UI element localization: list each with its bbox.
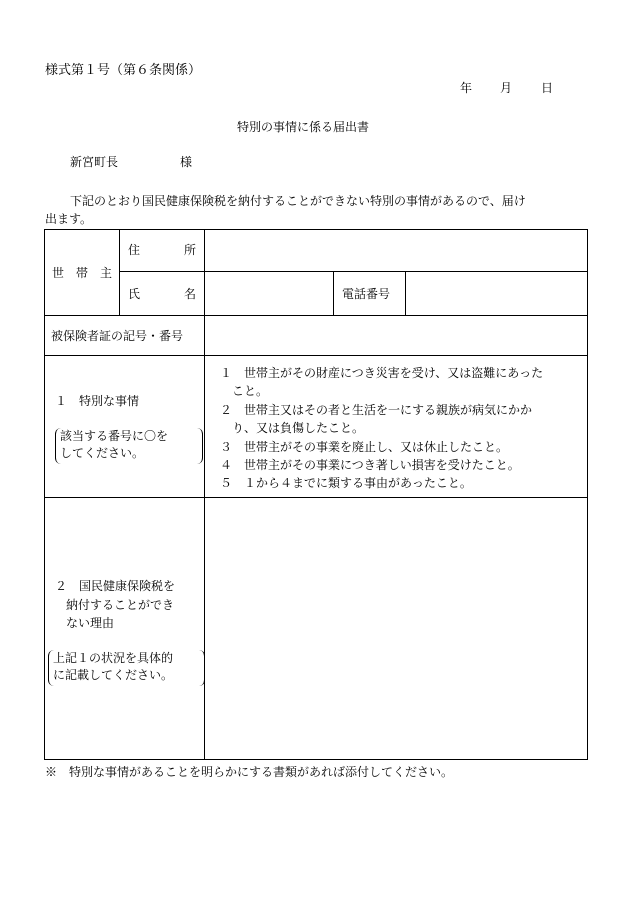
reason-label-line-3: ない理由 [66, 616, 115, 630]
footnote: ※ 特別な事情があることを明らかにする書類があれば添付してください。 [45, 765, 454, 779]
reason-field[interactable] [205, 498, 587, 759]
name-field[interactable] [205, 272, 333, 315]
table-border-bottom [44, 759, 588, 760]
table-border-right [587, 229, 588, 760]
name-label-right: 名 [184, 287, 197, 301]
form-number: 様式第１号（第６条関係） [45, 63, 202, 78]
reason-label-line-1: ２ 国民健康保険税を [55, 579, 176, 593]
reason-label-line-2: 納付することができ [66, 598, 175, 612]
table-col-divider [119, 229, 120, 316]
table-col-divider [333, 271, 334, 316]
special-circumstance-note-line-1: 該当する番号に〇を [60, 429, 169, 443]
option-5[interactable]: ５ １から４までに類する事由があったこと。 [220, 476, 472, 490]
document-title: 特別の事情に係る届出書 [237, 120, 370, 134]
table-border-left [44, 229, 45, 760]
date-day-label: 日 [541, 81, 554, 95]
option-2-line-2: り、又は負傷したこと。 [232, 421, 365, 435]
householder-label: 世 帯 主 [52, 266, 113, 280]
option-1-line-1[interactable]: １ 世帯主がその財産につき災害を受け、又は盗難にあった [220, 366, 544, 380]
reason-note-line-2: に記載してください。 [53, 668, 174, 682]
date-year-label: 年 [460, 81, 473, 95]
address-field[interactable] [205, 230, 587, 271]
addressee-name: 新宮町長 [70, 155, 119, 169]
option-4[interactable]: ４ 世帯主がその事業につき著しい損害を受けたこと。 [220, 458, 520, 472]
option-2-line-1[interactable]: ２ 世帯主又はその者と生活を一にする親族が病気にかか [220, 403, 533, 417]
insurance-number-field[interactable] [205, 316, 587, 355]
option-1-line-2: こと。 [232, 384, 269, 398]
option-3[interactable]: ３ 世帯主がその事業を廃止し、又は休止したこと。 [220, 440, 509, 454]
insurance-number-label: 被保険者証の記号・番号 [51, 329, 184, 343]
table-row-divider [44, 355, 588, 356]
phone-label: 電話番号 [342, 287, 391, 301]
address-label-right: 所 [184, 243, 197, 257]
address-label-left: 住 [128, 243, 141, 257]
special-circumstance-label: １ 特別な事情 [55, 394, 140, 408]
special-circumstance-note-line-2: してください。 [60, 446, 145, 460]
phone-field[interactable] [406, 272, 587, 315]
intro-line-2: 出ます。 [45, 212, 93, 226]
date-month-label: 月 [500, 81, 513, 95]
addressee-honorific: 様 [180, 155, 193, 169]
intro-line-1: 下記のとおり国民健康保険税を納付することができない特別の事情があるので、届け [70, 194, 526, 208]
name-label-left: 氏 [128, 287, 141, 301]
reason-note-line-1: 上記１の状況を具体的 [53, 651, 174, 665]
